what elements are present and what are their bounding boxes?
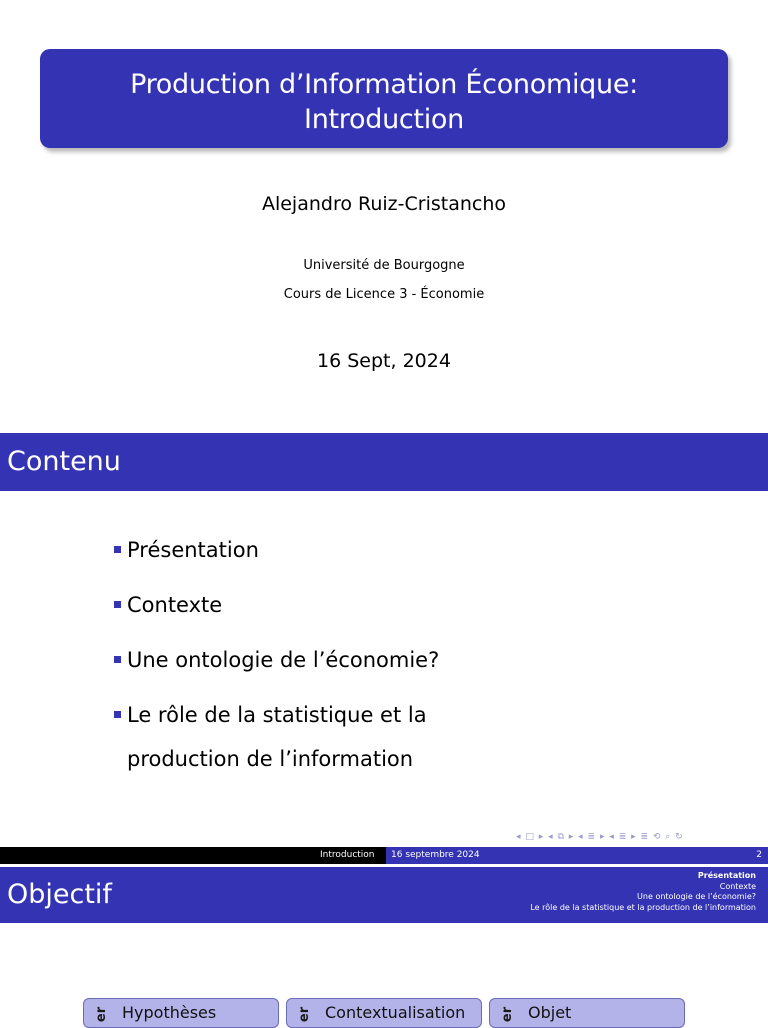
block-icon: er [297,1006,313,1023]
toc-item-label: Une ontologie de l’économie? [127,648,440,672]
table-of-contents [113,538,439,771]
toc-item[interactable] [113,703,439,771]
footer-bar [0,847,768,864]
slide-heading: Contenu [7,446,121,477]
toc-item-label: Le rôle de la statistique et la [127,703,427,727]
block-icon: er [94,1006,110,1023]
title-slide [0,0,768,430]
mini-toc-item[interactable]: Une ontologie de l’économie? [637,892,756,901]
block-label: Contextualisation [325,1003,466,1022]
date: 16 Sept, 2024 [317,350,451,372]
mini-toc-item-current[interactable]: Présentation [697,871,756,880]
bullet-icon [114,546,121,553]
block-icon: er [500,1006,516,1023]
toc-item-label-continued: production de l’information [127,747,414,771]
contenu-header [0,433,768,491]
title-line-2: Introduction [304,104,464,135]
bullet-icon [114,601,121,608]
title-box [40,49,728,148]
block-label: Hypothèses [122,1003,217,1022]
slide-heading: Objectif [7,879,112,910]
objectif-header [0,867,768,923]
footer-short-title: Introduction [316,847,379,864]
toc-item[interactable] [113,648,439,703]
toc-item-label: Contexte [127,593,223,617]
footer-date: 16 septembre 2024 [386,847,768,864]
author: Alejandro Ruiz-Cristancho [261,193,507,215]
block-label: Objet [528,1003,572,1022]
toc-item[interactable] [113,538,439,593]
bullet-icon [114,656,121,663]
title-line-1: Production d’Information Économique: [130,69,638,100]
bullet-icon [114,711,121,718]
mini-toc-item[interactable]: Contexte [719,881,756,891]
page-number: 2 [756,850,762,860]
course: Cours de Licence 3 - Économie [283,287,485,302]
mini-toc-item[interactable]: Le rôle de la statistique et la production de l’information [530,902,756,912]
mini-toc [530,871,756,913]
navigation-symbols[interactable]: ◂ □ ▸ ◂ ⧉ ▸ ◂ ≣ ▸ ◂ ≣ ▸ ≣ ⟲ ⌕ ↻ [516,832,684,842]
institution: Université de Bourgogne [303,258,465,273]
toc-item[interactable] [113,593,439,648]
toc-item-label: Présentation [127,538,259,562]
